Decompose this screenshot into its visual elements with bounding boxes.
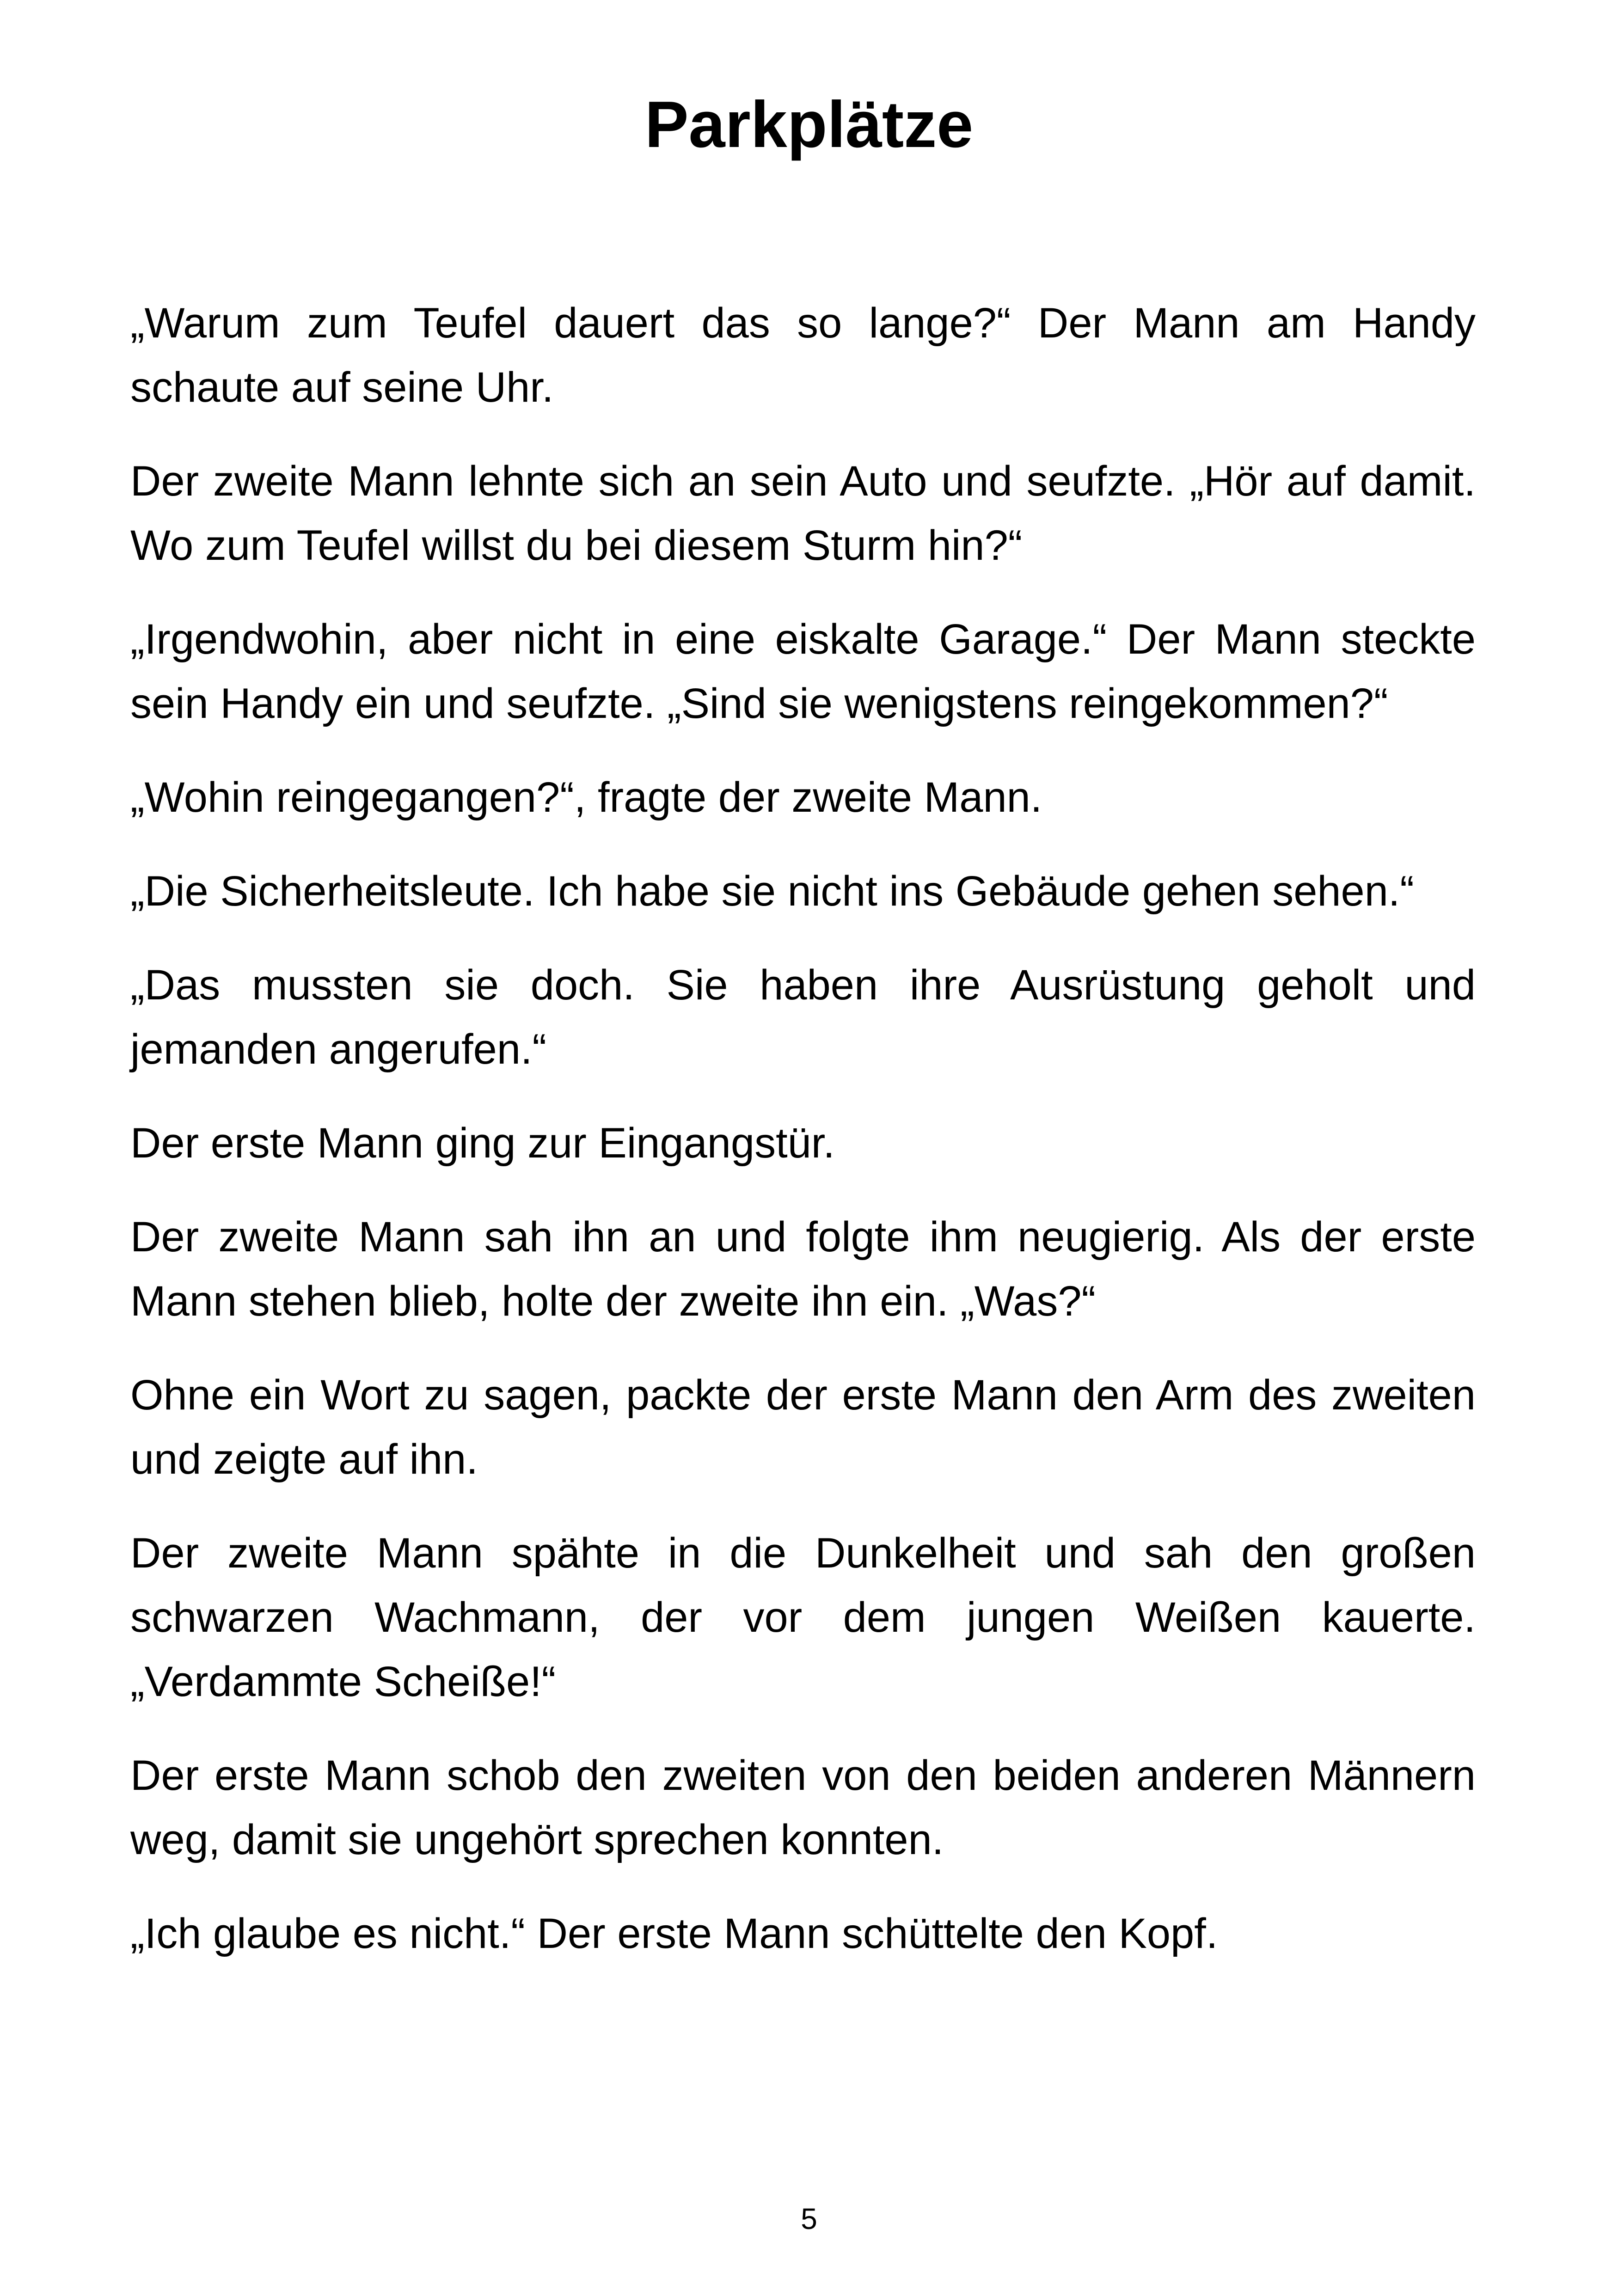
- paragraph: „Die Sicherheitsleute. Ich habe sie nicht ins Gebäude gehen sehen.“: [130, 868, 1415, 915]
- body-text: [130, 291, 1476, 1996]
- paragraph: „Das mussten sie doch. Sie haben ihre Ausrüstung geholt und jemanden angerufen.“: [130, 961, 1476, 1073]
- paragraph: Der erste Mann schob den zweiten von den beiden anderen Männern weg, damit sie ungehört sprechen konnten.: [130, 1752, 1476, 1863]
- paragraph: „Wohin reingegangen?“, fragte der zweite Mann.: [130, 774, 1042, 821]
- paragraph: Der zweite Mann sah ihn an und folgte ihm neugierig. Als der erste Mann stehen blieb, holte der zweite ihn ein. „Was?“: [130, 1213, 1476, 1325]
- paragraph: „Irgendwohin, aber nicht in eine eiskalte Garage.“ Der Mann steckte sein Handy ein und seufzte. „Sind sie wenigstens reingekommen?“: [130, 616, 1476, 727]
- paragraph: Der zweite Mann lehnte sich an sein Auto und seufzte. „Hör auf damit. Wo zum Teufel willst du bei diesem Sturm hin?“: [130, 458, 1476, 569]
- paragraph: „Ich glaube es nicht.“ Der erste Mann schüttelte den Kopf.: [130, 1910, 1218, 1957]
- page-number: 5: [801, 2202, 817, 2235]
- paragraph: Ohne ein Wort zu sagen, packte der erste Mann den Arm des zweiten und zeigte auf ihn.: [130, 1371, 1476, 1483]
- paragraph: „Warum zum Teufel dauert das so lange?“ Der Mann am Handy schaute auf seine Uhr.: [130, 300, 1476, 411]
- paragraph: Der erste Mann ging zur Eingangstür.: [130, 1120, 835, 1167]
- page-title: Parkplätze: [644, 88, 974, 161]
- paragraph: Der zweite Mann spähte in die Dunkelheit und sah den großen schwarzen Wachmann, der vor dem jungen Weißen kauerte. „Verdammte Scheiße!“: [130, 1530, 1476, 1705]
